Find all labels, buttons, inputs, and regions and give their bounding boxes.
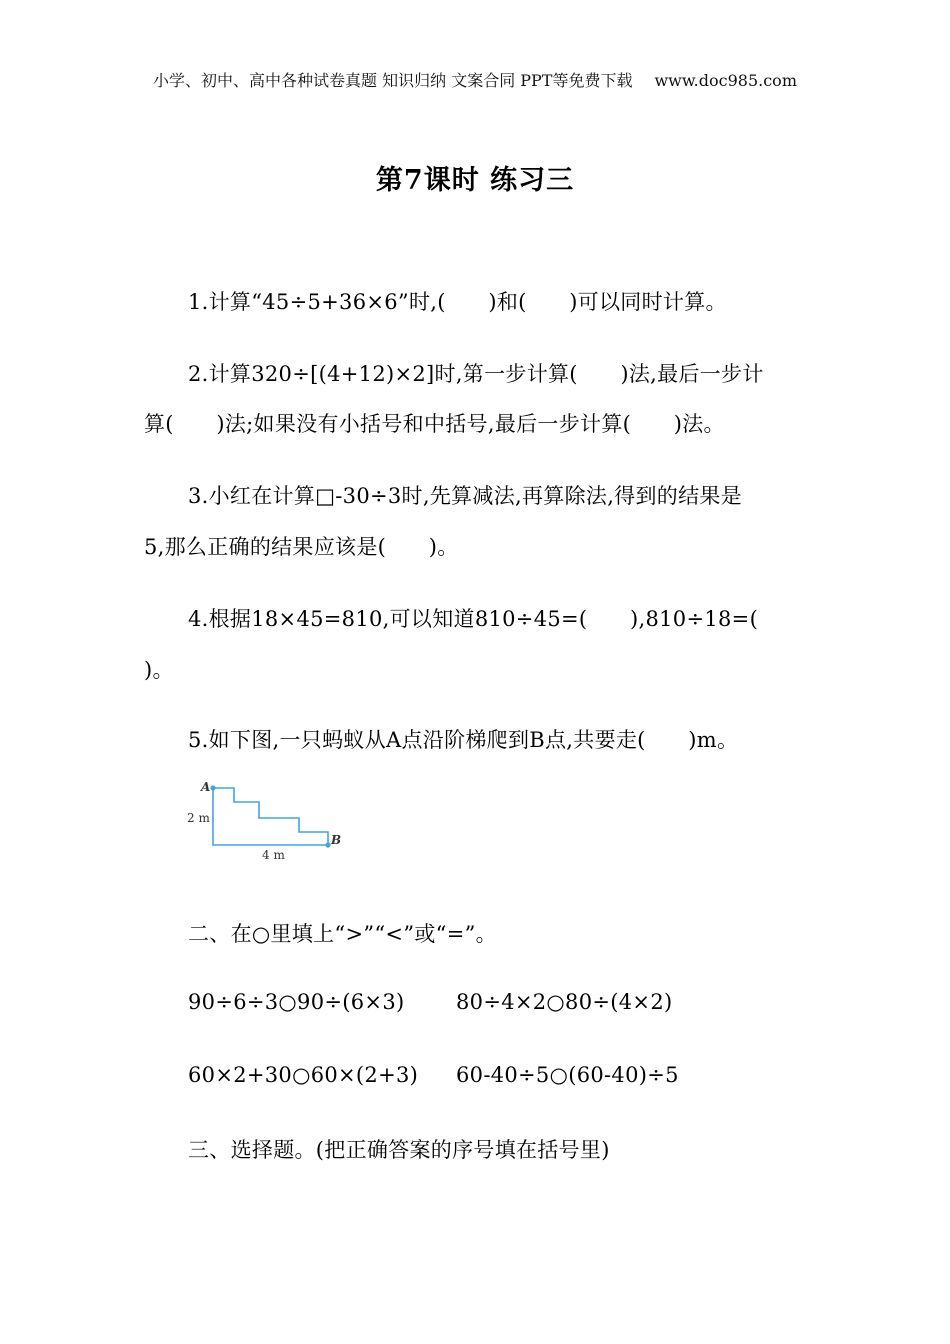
page-header: [0, 68, 950, 91]
section-2-heading: 二、在○里填上“>”“<”或“=”。: [188, 922, 497, 946]
point-a-label: A: [201, 780, 211, 794]
question-3-line-1: 3.小红在计算□-30÷3时,先算减法,再算除法,得到的结果是: [188, 484, 742, 508]
compare-item-1: 90÷6÷3○90÷(6×3): [188, 990, 405, 1014]
height-label: 2 m: [187, 811, 210, 825]
question-1: 1.计算“45÷5+36×6”时,( )和( )可以同时计算。: [188, 290, 727, 314]
compare-item-3: 60×2+30○60×(2+3): [188, 1063, 419, 1087]
width-label: 4 m: [262, 848, 285, 862]
question-4-line-2: )。: [144, 658, 174, 682]
staircase-figure: [180, 774, 350, 869]
page-title: 第7课时 练习三: [375, 165, 575, 196]
staircase-path: [213, 788, 328, 845]
question-3-line-2: 5,那么正确的结果应该是( )。: [144, 535, 459, 559]
question-2-line-1: 2.计算320÷[(4+12)×2]时,第一步计算( )法,最后一步计: [188, 362, 764, 386]
point-a-marker: [210, 785, 215, 790]
header-site: www.doc985.com: [654, 71, 797, 90]
question-2-line-2: 算( )法;如果没有小括号和中括号,最后一步计算( )法。: [144, 412, 725, 436]
compare-item-2: 80÷4×2○80÷(4×2): [456, 990, 673, 1014]
point-b-label: B: [331, 833, 342, 847]
compare-item-4: 60-40÷5○(60-40)÷5: [456, 1063, 679, 1087]
question-4-line-1: 4.根据18×45=810,可以知道810÷45=( ),810÷18=(: [188, 607, 759, 631]
section-3-heading: 三、选择题。(把正确答案的序号填在括号里): [188, 1138, 610, 1162]
header-text: 小学、初中、高中各种试卷真题 知识归纳 文案合同 PPT等免费下载: [153, 71, 633, 90]
point-b-marker: [325, 842, 330, 847]
question-5: 5.如下图,一只蚂蚁从A点沿阶梯爬到B点,共要走( )m。: [188, 728, 739, 752]
